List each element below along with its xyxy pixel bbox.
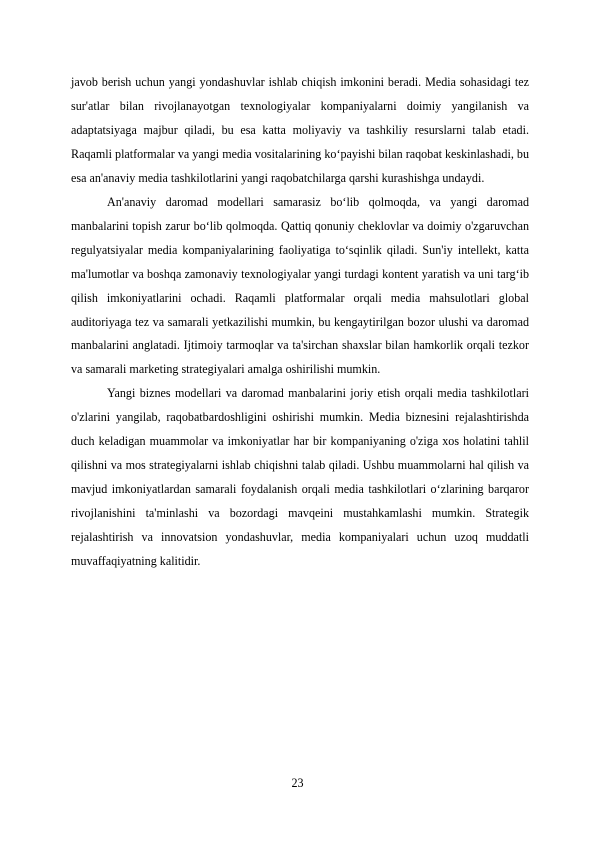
paragraph-new-business-models: Yangi biznes modellari va daromad manbalarini joriy etish orqali media tashkilotlari o'zlarini yangilab, raqobatbardoshligini oshirishi mumkin. Media biznesini rejalashtirishda duch keladigan muammolar va imkoniyatlar har bir kompaniyaning o'ziga xos holatini tahlil qilishni va mos strategiyalarni ishlab chiqishni talab qiladi. Ushbu muammolarni hal qilish va mavjud imkoniyatlardan samarali foydalanish orqali media tashkilotlari o‘zlarining barqaror rivojlanishini ta'minlashi va bozordagi mavqeini mustahkamlashi mumkin. Strategik rejalashtirish va innovatsion yondashuvlar, media kompaniyalari uchun uzoq muddatli muvaffaqiyatning kalitidir. [71,386,529,569]
paragraph-revenue-models: An'anaviy daromad modellari samarasiz bo‘lib qolmoqda, va yangi daromad manbalarini topish zarur bo‘lib qolmoqda. Qattiq qonuniy cheklovlar va doimiy o'zgaruvchan regulyatsiyalar media kompaniyalarining faoliyatiga to‘sqinlik qiladi. Sun'iy intellekt, katta ma'lumotlar va boshqa zamonaviy texnologiyalar yangi turdagi kontent yaratish va uni targ‘ib qilish imkoniyatlarini ochadi. Raqamli platformalar orqali media mahsulotlari global auditoriyaga tez va samarali yetkazilishi mumkin, bu kengaytirilgan bozor ulushi va daromad manbalarini anglatadi. Ijtimoiy tarmoqlar va ta'sirchan shaxslar bilan hamkorlik orqali tezkor va samarali marketing strategiyalari amalga oshirilishi mumkin. [71,194,529,377]
page-number: 23 [291,776,304,790]
paragraph-continuation: javob berish uchun yangi yondashuvlar ishlab chiqish imkonini beradi. Media sohasidagi tez sur'atlar bilan rivojlanayotgan texnologiyalar kompaniyalarni doimiy yangilanish va adaptatsiyaga majbur qiladi, bu esa katta moliyaviy va tashkiliy resurslarni talab etadi. Raqamli platformalar va yangi media vositalarining ko‘payishi bilan raqobat keskinlashadi, bu esa an'anaviy media tashkilotlarini yangi raqobatchilarga qarshi kurashishga undaydi. [71,75,529,185]
body-text [71,71,529,574]
